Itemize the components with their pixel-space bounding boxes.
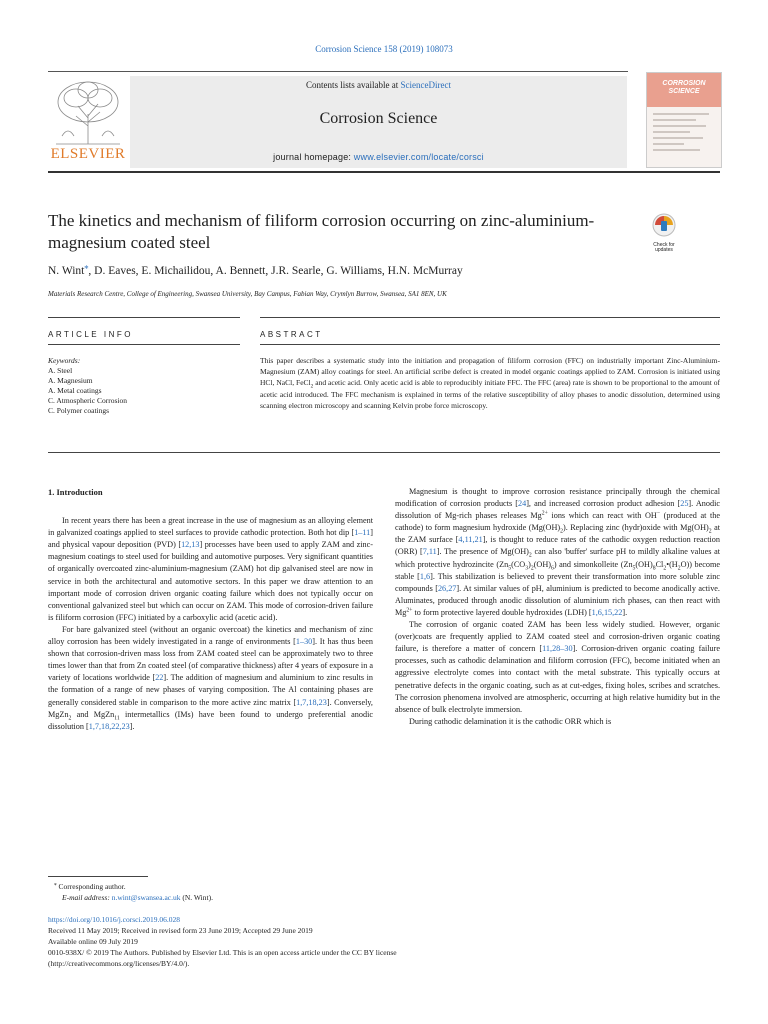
paragraph: The corrosion of organic coated ZAM has been less widely studied. However, organic (over)coats are frequently applied to ZAM coated steel and corrosion-driven organic coating failure, is therefore a matter of concern [11,28–30]. Corrosion-driven organic coating failure processes, such as cathodic delamination and filiform corrosion (FFC), become initiated when an aggressive electrolyte comes into contact with the metal substrate. This typically occurs at penetrative defects in the organic coating, such as at cut-edges, fixing holes, scribes and scratches. The corrosion phenomena involved are atmospheric, occurring at high relative humidity but in the absence of bulk electrolyte immersion. <box>395 620 720 714</box>
paragraph: During cathodic delamination it is the cathodic ORR which is <box>409 716 612 726</box>
keyword-item: C. Atmospheric Corrosion <box>48 396 127 405</box>
received-dates: Received 11 May 2019; Received in revised form 23 June 2019; Accepted 29 June 2019 <box>48 926 313 935</box>
paragraph: For bare galvanized steel (without an organic overcoat) the kinetics and mechanism of zinc alloy corrosion has been widely investigated in a range of environments [1–30]. It has thus been shown that corrosion-driven mass loss from ZAM coated steel can be approximately two to three times lower than that from Zn coated steel (of comparative thickness) after 4 years of exposure in a variety of locations worldwide [22]. The addition of magnesium and aluminium to zinc results in the formation of a range of new phases of varying composition. The Al containing phases are generally considered stable in comparison to the more active zinc matrix [1,7,18,23]. Conversely, MgZn$_2$ and MgZn$_{11}$ intermetallics (IMs) have been found to undergo preferential anodic dissolution [1,7,18,22,23]. <box>48 624 373 731</box>
citation-link[interactable]: 1,7,18,22,23 <box>88 721 130 731</box>
citation-link[interactable]: 1,7,18,23 <box>296 697 327 707</box>
contents-line <box>130 80 627 90</box>
publication-info <box>48 914 720 969</box>
cover-title-line2: SCIENCE <box>668 88 700 95</box>
available-online-date: Available online 09 July 2019 <box>48 937 138 946</box>
paragraph: In recent years there has been a great increase in the use of magnesium as an alloying element in galvanized coatings applied to steel surfaces to provide cathodic protection. Both hot dip [1–11] and physical vapour deposition (PVD) [12,13] processes have been used to apply ZAM and zinc-magnesium coatings to steel used for building and automotive purposes. Very significant quantities of organically overcoated zinc-aluminium-magnesium (ZAM) hot dip galvanised steel are now in service in both the architectural and automotive sectors. In this paper we draw attention to an important mode of corrosion driven organic coating failure which does not typically occur on conventional galvanized steel but which can occur on ZAM. This mode of corrosion-driven failure is filiform corrosion (FFC) initiated by a carboxylic acid (acetic acid). <box>48 516 374 622</box>
article-info-heading: ARTICLE INFO <box>48 330 133 339</box>
homepage-link[interactable]: www.elsevier.com/locate/corsci <box>353 152 484 162</box>
citation-link[interactable]: 25 <box>680 499 689 509</box>
citation-link[interactable]: 26,27 <box>437 583 457 593</box>
article-title: The kinetics and mechanism of filiform corrosion occurring on zinc-aluminium-magnesium coated steel <box>48 211 595 252</box>
corresponding-author-text: Corresponding author. <box>58 882 126 891</box>
footnotes <box>48 881 720 903</box>
article-info-rule-mid <box>48 344 240 345</box>
first-author[interactable]: N. Wint <box>48 265 85 277</box>
citation-link[interactable]: 1–11 <box>354 528 371 538</box>
footnote-rule <box>48 876 148 877</box>
keywords-label: Keywords: <box>48 356 81 365</box>
header-top-rule <box>48 71 628 72</box>
cover-title-line1: CORROSION <box>662 80 706 87</box>
paragraph: Magnesium is thought to improve corrosion resistance principally through the chemical modification of corrosion products [24], and increased corrosion product adhesion [25]. Anodic dissolution of Mg-rich phases releases $Mg^{2+}$ ions which can react with OH− (produced at the cathode) to form magnesium hydroxide $(Mg(OH)_2)$. Replacing zinc (hydr)oxide with $Mg(OH)_2$ at the ZAM surface [4,11,21], is thought to reduce rates of the cathodic oxygen reduction reaction (ORR) [7,11]. The presence of $Mg(OH)_2$ can also 'buffer' surface pH to mildly alkaline values at which protective hydrozincite $(Zn_5(CO_3)_2(OH)_6)$ and simonkolleite $(Zn_5(OH)_8Cl_2•(H_2O))$ become stable [1,6]. This stabilization is believed to prevent their transformation into more soluble zinc compounds [26,27]. At similar values of pH, aluminium is predicted to become anodically active. Aluminates, produced through anodic dissolution of aluminium rich phases, can then react with $Mg^{2+}$ to form protective layered double hydroxides (LDH) [1,6,15,22]. <box>395 487 721 617</box>
citation-link[interactable]: 12,13 <box>181 540 200 550</box>
body-column-left <box>48 486 373 733</box>
article-info-rule-top <box>48 317 240 318</box>
keyword-item: A. Steel <box>48 366 73 375</box>
journal-name: Corrosion Science <box>319 110 438 127</box>
check-for-updates-icon <box>650 212 678 238</box>
abstract-rule-bottom <box>48 452 720 453</box>
abstract-heading: ABSTRACT <box>260 330 323 339</box>
citation-link[interactable]: 4,11,21 <box>458 535 483 545</box>
abstract-text: This paper describes a systematic study into the initiation and propagation of filiform corrosion (FFC) on industrially important Zinc-Aluminium-Magnesium (ZAM) alloy coatings for steel. An artificial scribe defect is created in model organic coatings applied to ZAM. Corrosion is initiated using HCl, NaCl, FeCl$_2$ and acetic acid. Only acetic acid is able to reproducibly initiate FFC. The FFC (area) rate is shown to be proportional to the amount of acetic acid introduced. The FFC mechanism is explained in terms of the relative susceptibility of alloy phases to anodic dissolution, determined using scanning electron microscopy and scanning Kelvin probe force microscopy. <box>260 356 721 410</box>
keyword-item: A. Magnesium <box>48 376 93 385</box>
journal-reference-link[interactable]: Corrosion Science 158 (2019) 108073 <box>315 44 453 54</box>
doi-link[interactable]: https://doi.org/10.1016/j.corsci.2019.06.028 <box>48 915 180 924</box>
abstract-rule-mid <box>260 344 720 345</box>
keyword-item: C. Polymer coatings <box>48 406 110 415</box>
corresponding-author-marker[interactable]: ⁎ <box>84 262 89 272</box>
journal-homepage <box>130 152 627 162</box>
cover-text-lines <box>653 113 715 155</box>
keywords-block <box>48 356 238 416</box>
citation-link[interactable]: 7,11 <box>422 547 437 557</box>
check-for-updates-badge[interactable] <box>650 212 678 252</box>
citation-link[interactable]: 11,28–30 <box>542 644 573 654</box>
citation-link[interactable]: 22 <box>155 673 164 683</box>
header-bottom-rule <box>48 171 720 173</box>
corresponding-author-note: ⁎ Corresponding author. <box>54 881 126 891</box>
homepage-prefix: journal homepage: <box>273 152 354 162</box>
citation-link[interactable]: 24 <box>518 499 527 509</box>
citation-link[interactable]: 1,6,15,22 <box>591 607 623 617</box>
citation-link[interactable]: 1–30 <box>295 637 313 647</box>
other-authors: , D. Eaves, E. Michailidou, A. Bennett, J.R. Searle, G. Williams, H.N. McMurray <box>88 265 463 277</box>
section-heading-introduction: 1. Introduction <box>48 487 103 497</box>
email-link[interactable]: n.wint@swansea.ac.uk <box>111 893 181 902</box>
body-column-right <box>395 486 720 728</box>
license-line2: (http://creativecommons.org/licenses/BY/4.0/). <box>48 959 190 968</box>
journal-cover-thumbnail[interactable] <box>646 72 722 168</box>
contents-prefix: Contents lists available at <box>306 80 401 90</box>
cover-title <box>647 80 721 96</box>
author-list <box>48 262 708 277</box>
email-label: E-mail address: <box>62 893 112 902</box>
email-suffix: (N. Wint). <box>180 893 213 902</box>
citation-link[interactable]: 1,6 <box>419 571 431 581</box>
elsevier-wordmark: ELSEVIER <box>50 146 126 162</box>
email-note <box>48 892 720 903</box>
affiliation: Materials Research Centre, College of Engineering, Swansea University, Bay Campus, Fabian Way, Crymlyn Burrow, Swansea, SA1 8EN, UK <box>48 290 447 298</box>
abstract-rule-top <box>260 317 720 318</box>
sciencedirect-link[interactable]: ScienceDirect <box>400 80 451 90</box>
license-line1: 0010-938X/ © 2019 The Authors. Published by Elsevier Ltd. This is an open access article under the CC BY license <box>48 948 397 957</box>
check-for-updates-label: Check for updates <box>653 242 675 253</box>
keyword-item: A. Metal coatings <box>48 386 102 395</box>
